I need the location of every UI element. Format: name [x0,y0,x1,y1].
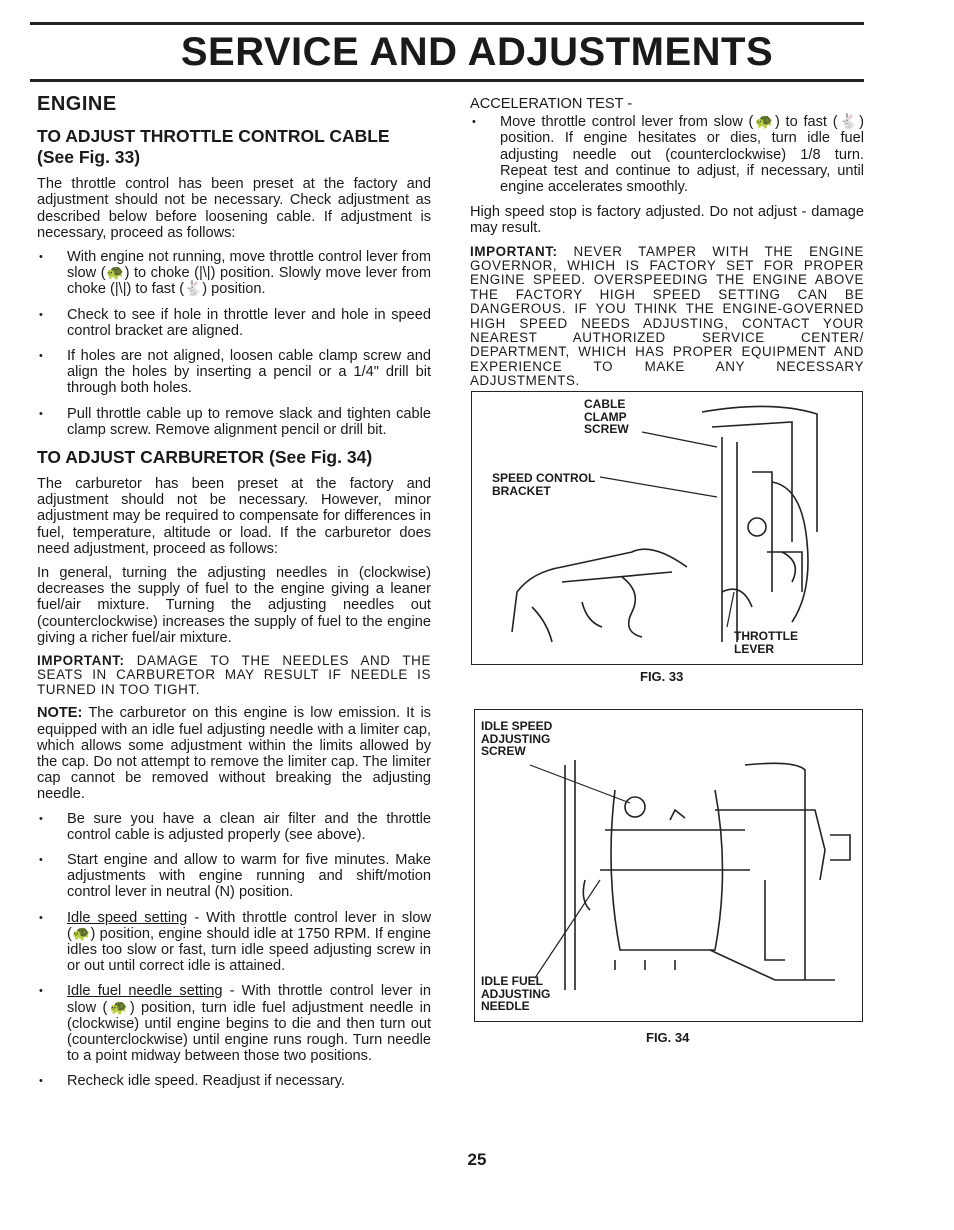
top-rule [30,22,864,25]
list-item: • Move throttle control lever from slow (🐢) to fast (🐇) position. If engine hesitates or dies, turn idle fuel adjusting needle out (counterclockwise) 1/8 turn. Repeat test and continue to adjust, if necessary, until engine accelerates smoothly. [470,114,864,195]
page-title: SERVICE AND ADJUSTMENTS [180,30,774,74]
label-speed-control-bracket: SPEED CONTROL BRACKET [492,471,596,498]
acceleration-test-heading: ACCELERATION TEST - [470,96,633,112]
label-throttle-lever: THROTTLE LEVER [734,629,798,656]
throttle-intro: The throttle control has been preset at the factory and adjustment should not be necessary. Check adjustment as described below before loosening cable. If adjustment is necessary, proceed as follows: [37,176,431,241]
figure-33 [471,391,863,665]
list-item [37,983,431,1064]
important-label: IMPORTANT: [470,243,558,259]
idle-fuel-needle-label: Idle fuel needle setting [67,983,223,1000]
list-item: • Recheck idle speed. Readjust if necessary. [37,1073,431,1089]
title-underline [30,79,864,82]
label-idle-speed-screw: IDLE SPEED ADJUSTING SCREW [481,719,553,758]
list-item: • Start engine and allow to warm for five minutes. Make adjustments with engine running and shift/motion control lever in neutral (N) position. [37,852,431,901]
important-text: NEVER TAMPER WITH THE ENGINE GOVERNOR, WHICH IS FACTORY SET FOR PROPER ENGINE SPEED. OVERSPEEDING THE ENGINE ABOVE THE FACTORY HIGH SPEED SETTING CAN BE DANGEROUS. IF YOU THINK THE ENGINE-GOVERNED HIGH SPEED NEEDS ADJUSTING, CONTACT YOUR NEAREST AUTHORIZED SERVICE CENTER/ DEPARTMENT, WHICH HAS PROPER EQUIPMENT AND EXPERIENCE TO MAKE ANY NECESSARY ADJUSTMENTS. [470,243,865,389]
list-item: • If holes are not aligned, loosen cable clamp screw and align the holes by inserting a pencil or a 1/4" drill bit through both holes. [37,348,431,397]
label-idle-fuel-needle: IDLE FUEL ADJUSTING NEEDLE [481,974,551,1013]
throttle-steps [37,249,431,438]
idle-speed-setting-label: Idle speed setting [67,909,188,926]
page-number: 25 [467,1150,487,1169]
governor-important [470,245,864,389]
carb-needles-text: In general, turning the adjusting needles in (clockwise) decreases the supply of fuel to the engine giving a leaner fuel/air mixture. Turning the adjusting needles out (counterclockwise) increases the supply of fuel to the engine giving a richer fuel/air mixture. [37,565,431,646]
important-text: DAMAGE TO THE NEEDLES AND THE SEATS IN CARBURETOR MAY RESULT IF NEEDLE IS TURNED IN TOO TIGHT. [37,653,431,697]
note-text: The carburetor on this engine is low emission. It is equipped with an idle fuel adjusting needle with a limiter cap, which allows some adjustment within the limits allowed by the cap. Do not attempt to remove the limiter cap. The limiter cap cannot be removed without breaking the adjusting needle. [37,705,431,803]
note-label: NOTE: [37,705,83,722]
heading-carburetor: TO ADJUST CARBURETOR (See Fig. 34) [37,447,373,468]
list-item: • Check to see if hole in throttle lever and hole in speed control bracket are aligned. [37,307,431,339]
left-column [37,93,431,1099]
figure-34 [474,709,863,1022]
right-column [470,96,864,397]
carb-important [37,654,431,697]
section-heading-engine: ENGINE [37,93,117,115]
high-speed-note: High speed stop is factory adjusted. Do not adjust - damage may result. [470,204,864,237]
figure-34-caption: FIG. 34 [646,1030,690,1045]
figure-33-illustration [472,392,862,664]
figure-33-caption: FIG. 33 [640,669,684,684]
list-item: • Pull throttle cable up to remove slack and tighten cable clamp screw. Remove alignment pencil or drill bit. [37,406,431,438]
idle-fuel-needle-text: - With throttle control lever in slow (🐢) position, turn idle fuel adjustment needle in (clockwise) until engine begins to die and then turn out (counterclockwise) until engine runs rough. Turn needle to a point midway between those two positions. [67,983,431,1065]
carb-intro: The carburetor has been preset at the factory and adjustment should not be necessary. However, minor adjustment may be required to compensate for differences in fuel, temperature, altitude or load. If the carburetor does need adjustment, proceed as follows: [37,476,431,557]
acceleration-steps [470,114,864,195]
heading-throttle-cable: TO ADJUST THROTTLE CONTROL CABLE (See Fig. 33) [37,126,390,168]
list-item [37,910,431,975]
list-item: • With engine not running, move throttle control lever from slow (🐢) to choke (|\|) position. Slowly move lever from choke (|\|) to fast (🐇) position. [37,249,431,298]
label-cable-clamp-screw: CABLE CLAMP SCREW [584,397,629,436]
list-item: • Be sure you have a clean air filter and the throttle control cable is adjusted properly (see above). [37,811,431,843]
carb-note [37,705,431,802]
idle-speed-setting-text: - With throttle control lever in slow (🐢) position, engine should idle at 1750 RPM. If engine idles too slow or fast, turn idle speed adjusting screw in or out until correct idle is attained. [67,909,431,975]
important-label: IMPORTANT: [37,653,125,669]
carb-steps [37,811,431,1090]
